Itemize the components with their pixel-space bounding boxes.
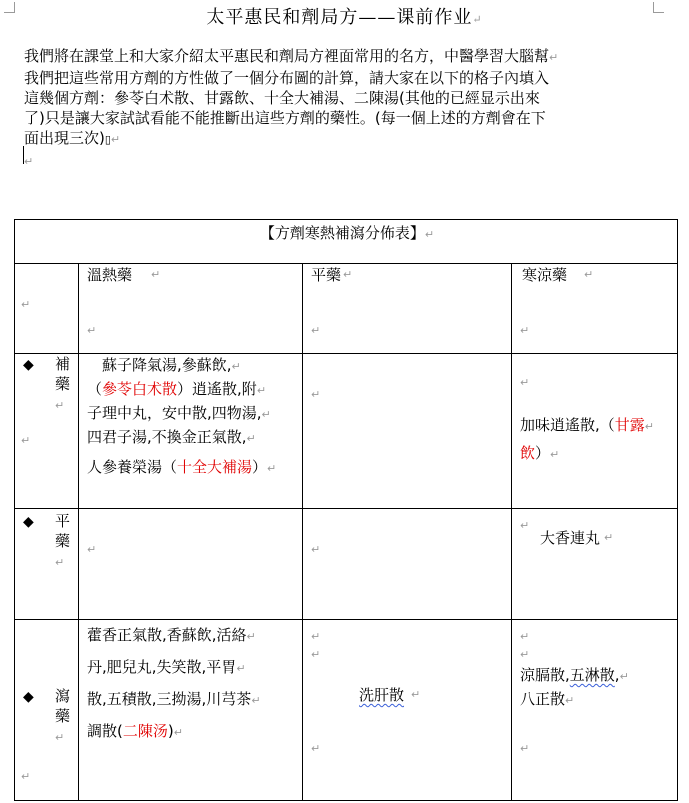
paragraph-mark-icon: ↵ <box>311 324 321 337</box>
diamond-bullet-icon: ◆ <box>23 689 34 705</box>
intro-line-text: 我們把這些常用方劑的方性做了一個分布圖的計算，請大家在以下的格子內填入 <box>24 69 550 87</box>
remedy-text: 散,五積散,三拗湯,川芎茶 <box>87 690 252 708</box>
remedy-text: 子理中丸，安中散,四物湯, <box>87 404 262 422</box>
paragraph-mark-icon: ↵ <box>87 543 97 556</box>
paragraph-mark-icon: ↵ <box>311 388 321 401</box>
tonic-cold-content <box>520 412 654 468</box>
paragraph-mark-icon: ↵ <box>311 742 321 755</box>
intro-paragraph <box>24 46 646 150</box>
row-label-char: 藥↵ <box>55 375 71 412</box>
intro-line <box>24 108 646 128</box>
cell-line <box>520 412 654 440</box>
header-cold-cell[interactable] <box>511 263 678 354</box>
cell-line <box>87 620 261 652</box>
answer-text: 飲 <box>520 444 536 462</box>
table-caption: 【方劑寒熱補瀉分佈表】 <box>259 224 425 242</box>
row-label-char: 藥↵ <box>55 707 71 744</box>
paragraph-mark-icon: ↵ <box>110 133 121 146</box>
cell-line <box>87 402 276 426</box>
cell-line <box>520 440 654 468</box>
header-corner-cell[interactable] <box>14 263 79 354</box>
remedy-text: （ <box>87 380 103 398</box>
paragraph-mark-icon: ↵ <box>55 556 65 569</box>
tonic-cold-cell[interactable] <box>511 353 678 509</box>
answer-text: 十全大補湯 <box>177 458 253 476</box>
diamond-bullet-icon: ◆ <box>23 514 34 530</box>
paragraph-mark-icon: ↵ <box>55 399 65 412</box>
distribution-table <box>14 219 678 801</box>
cell-line <box>520 688 629 712</box>
paragraph-mark-icon: ↵ <box>520 376 530 389</box>
intro-line-text: 我們將在課堂上和大家介紹太平惠民和劑局方裡面常用的名方，中醫學習大腦幫 <box>24 47 550 65</box>
paragraph-mark-icon: ↵ <box>520 324 530 337</box>
table-caption-cell[interactable] <box>14 219 678 264</box>
purge-neutral-cell[interactable] <box>302 619 512 801</box>
neutral-cold-cell[interactable] <box>511 508 678 620</box>
paragraph-mark-icon: ↵ <box>21 298 31 311</box>
row-label-purge <box>55 686 73 748</box>
cell-line <box>87 652 261 684</box>
header-warm-cell[interactable] <box>78 263 303 354</box>
remedy-text: 丹,肥兒丸,失笑散,平胃 <box>87 658 237 676</box>
paragraph-mark-icon: ↵ <box>411 688 421 701</box>
remedy-text: 調散( <box>87 722 123 740</box>
answer-text: 參苓白术散 <box>102 380 178 398</box>
remedy-text: 加味逍遙散,（ <box>520 416 615 434</box>
neutral-cold-text: 大香連丸 <box>540 529 601 547</box>
paragraph-mark-icon: ↵ <box>520 519 530 532</box>
paragraph-mark-icon: ↵ <box>619 670 629 683</box>
remedy-text: 蘇子降氣湯,參蘇飲, <box>87 356 232 374</box>
paragraph-mark-icon: ↵ <box>21 434 31 447</box>
paragraph-mark-icon: ↵ <box>549 51 559 64</box>
paragraph-mark-icon: ↵ <box>472 13 483 26</box>
header-cold-label: 寒涼藥 <box>522 266 568 284</box>
paragraph-mark-icon: ↵ <box>151 268 161 281</box>
intro-line-text: 了)只是讓大家試試看能不能推斷出這些方劑的藥性。(每一個上述的方劑會在下 <box>24 109 546 127</box>
neutral-warm-cell[interactable] <box>78 508 303 620</box>
row-label-tonic <box>55 354 73 416</box>
remedy-text: 四君子湯,不換金正氣散, <box>87 428 247 446</box>
paragraph-mark-icon: ↵ <box>311 543 321 556</box>
row-label-char: 瀉 <box>55 687 71 705</box>
row-label-char: 平 <box>55 512 71 530</box>
remedy-text: 藿香正氣散,香蘇飲,活絡 <box>87 626 247 644</box>
spellcheck-text: 五淋散 <box>569 666 615 684</box>
paragraph-mark-icon: ↵ <box>584 268 594 281</box>
paragraph-mark-icon: ↵ <box>520 648 530 661</box>
purge-cold-cell[interactable] <box>511 619 678 801</box>
remedy-text: ） <box>535 444 551 462</box>
diamond-bullet-icon: ◆ <box>23 357 34 373</box>
row-label-cell[interactable] <box>14 619 79 801</box>
row-label-char: 補 <box>55 355 71 373</box>
row-label-cell[interactable] <box>14 353 79 509</box>
intro-line-text: 這幾個方劑：參苓白术散、甘露飲、十全大補湯、二陳湯(其他的已經显示出來 <box>24 89 540 107</box>
answer-text: 甘露 <box>614 416 645 434</box>
purge-neutral-text: 洗肝散 <box>359 686 405 704</box>
cell-line <box>87 378 276 402</box>
paragraph-mark-icon: ↵ <box>236 662 246 675</box>
remedy-text: ） <box>252 458 268 476</box>
paragraph-mark-icon: ↵ <box>231 360 241 373</box>
intro-line <box>24 128 646 150</box>
paragraph-mark-icon: ↵ <box>424 228 435 241</box>
tonic-neutral-cell[interactable] <box>302 353 512 509</box>
header-neutral-label: 平藥 <box>311 266 342 284</box>
paragraph-mark-icon: ↵ <box>251 694 261 707</box>
remedy-text: 八正散 <box>520 690 566 708</box>
cell-line <box>520 664 629 688</box>
remedy-text: ) <box>167 722 174 740</box>
paragraph-mark-icon: ↵ <box>520 630 530 643</box>
paragraph-mark-icon: ↵ <box>644 420 655 433</box>
paragraph-mark-icon: ↵ <box>311 648 321 661</box>
cell-line <box>87 354 276 378</box>
header-neutral-cell[interactable] <box>302 263 512 354</box>
paragraph-mark-icon: ↵ <box>246 630 256 643</box>
remedy-text: , <box>614 666 620 684</box>
header-warm-label: 溫熱藥 <box>87 266 133 284</box>
paragraph-mark-icon: ↵ <box>256 384 267 397</box>
cell-line <box>87 426 276 450</box>
row-label-cell[interactable] <box>14 508 79 620</box>
paragraph-mark-icon: ↵ <box>24 155 34 168</box>
paragraph-mark-icon: ↵ <box>343 268 353 281</box>
purge-warm-content <box>87 620 261 748</box>
document-title <box>0 3 689 29</box>
symbol-box-icon: ▯ <box>104 133 111 146</box>
document-title-text: 太平惠民和劑局方——课前作业 <box>206 7 473 28</box>
paragraph-mark-icon: ↵ <box>550 448 560 461</box>
answer-text: 二陳汤 <box>122 722 168 740</box>
paragraph-mark-icon: ↵ <box>55 731 65 744</box>
intro-line <box>24 68 646 88</box>
paragraph-mark-icon: ↵ <box>173 726 183 739</box>
remedy-text: 人參養榮湯（ <box>87 458 178 476</box>
paragraph-mark-icon: ↵ <box>21 770 31 783</box>
tonic-warm-content <box>87 354 276 486</box>
paragraph-mark-icon: ↵ <box>267 462 277 475</box>
cell-line <box>87 684 261 716</box>
neutral-neutral-cell[interactable] <box>302 508 512 620</box>
remedy-text: 涼膈散, <box>520 666 570 684</box>
row-label-char: 藥↵ <box>55 532 71 569</box>
paragraph-mark-icon: ↵ <box>565 694 575 707</box>
paragraph-mark-icon: ↵ <box>604 531 614 544</box>
intro-line <box>24 46 646 68</box>
paragraph-mark-icon: ↵ <box>87 324 97 337</box>
tonic-warm-cell[interactable] <box>78 353 303 509</box>
purge-cold-content <box>520 664 629 712</box>
intro-line-text: 面出現三次) <box>24 129 105 147</box>
cell-line <box>87 716 261 748</box>
paragraph-mark-icon: ↵ <box>246 432 256 445</box>
paragraph-mark-icon: ↵ <box>261 408 271 421</box>
remedy-text: ）逍遙散,附 <box>177 380 257 398</box>
purge-warm-cell[interactable] <box>78 619 303 801</box>
intro-line <box>24 88 646 108</box>
paragraph-mark-icon: ↵ <box>520 742 530 755</box>
cell-line <box>87 450 276 486</box>
paragraph-mark-icon: ↵ <box>311 630 321 643</box>
row-label-neutral <box>55 511 73 573</box>
